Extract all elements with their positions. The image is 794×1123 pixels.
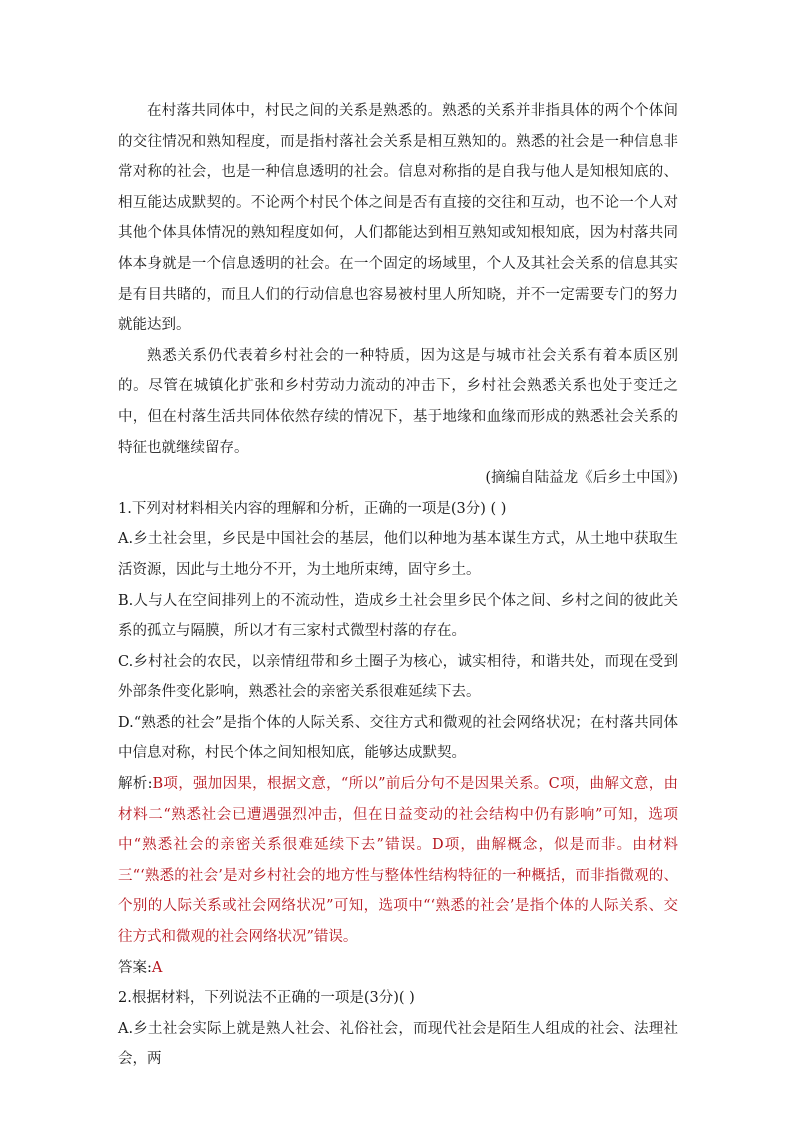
passage-source: (摘编自陆益龙《后乡土中国》) [485,470,678,487]
question-1-option-d: D.“熟悉的社会”是指个体的人际关系、交往方式和微观的社会网络状况；在村落共同体中信息对称，村民个体之间知根知底，能够达成默契。 [118,714,678,762]
question-1-stem: 1.下列对材料相关内容的理解和分析，正确的一项是(3分) ( ) [118,500,507,517]
answer-value: A [151,959,163,976]
question-2-stem: 2.根据材料，下列说法不正确的一项是(3分)( ) [118,990,415,1007]
passage-paragraph-2: 熟悉关系仍代表着乡村社会的一种特质，因为这是与城市社会关系有着本质区别的。尽管在城镇化扩张和乡村劳动力流动的冲击下，乡村社会熟悉关系也处于变迁之中，但在村落生活共同体依然存续的情况下，基于地缘和血缘而形成的熟悉社会关系的特征也就继续留存。 [118,347,678,456]
question-1-answer [118,953,678,984]
passage-paragraph-1: 在村落共同体中，村民之间的关系是熟悉的。熟悉的关系并非指具体的两个个体间的交往情况和熟知程度，而是指村落社会关系是相互熟知的。熟悉的社会是一种信息非常对称的社会，也是一种信息透明的社会。信息对称指的是自我与他人是知根知底的、相互能达成默契的。不论两个村民个体之间是否有直接的交往和互动，也不论一个人对其他个体具体情况的熟知程度如何，人们都能达到相互熟知或知根知底，因为村落共同体本身就是一个信息透明的社会。在一个固定的场域里，个人及其社会关系的信息其实是有目共睹的，而且人们的行动信息也容易被村里人所知晓，并不一定需要专门的努力就能达到。 [118,103,678,334]
question-1-option-a: A.乡土社会里，乡民是中国社会的基层，他们以种地为基本谋生方式，从土地中获取生活资源，因此与土地分不开，为土地所束缚，固守乡土。 [118,531,678,578]
question-1-option-c: C.乡村社会的农民，以亲情纽带和乡土圈子为核心，诚实相待，和谐共处，而现在受到外部条件变化影响，熟悉社会的亲密关系很难延续下去。 [118,653,678,701]
answer-label: 答案: [118,959,152,976]
question-1-option-b: B.人与人在空间排列上的不流动性，造成乡土社会里乡民个体之间、乡村之间的彼此关系的孤立与隔膜，所以才有三家村式微型村落的存在。 [118,592,678,640]
question-1-analysis [118,769,678,953]
analysis-label: 解析: [118,776,153,793]
analysis-text: B项，强加因果，根据文意，“所以”前后分句不是因果关系。C项，曲解文意，由材料二“熟悉社会已遭遇强烈冲击，但在日益变动的社会结构中仍有影响”可知，选项中“熟悉社会的亲密关系很难延续下去”错误。D项，曲解概念，似是而非。由材料三“‘熟悉的社会’是对乡村社会的地方性与整体性结构特征的一种概括，而非指微观的、个别的人际关系或社会网络状况”可知，选项中“‘熟悉的社会’是指个体的人际关系、交往方式和微观的社会网络状况”错误。 [118,776,678,946]
document-body [118,96,678,1075]
question-2-option-a: A.乡土社会实际上就是熟人社会、礼俗社会，而现代社会是陌生人组成的社会、法理社会，两 [118,1020,678,1068]
